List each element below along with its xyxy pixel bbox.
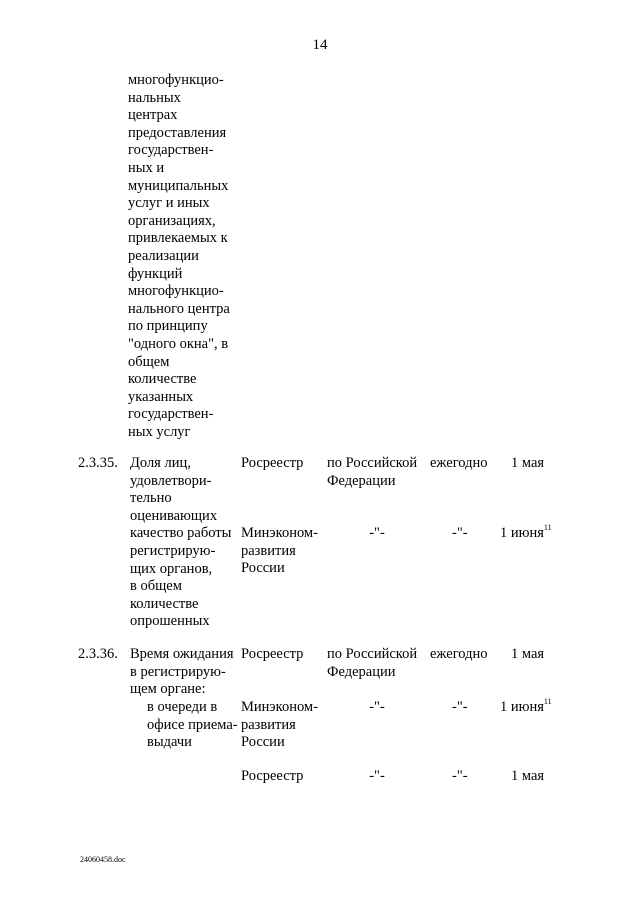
region: по Российской Федерации bbox=[327, 455, 418, 489]
agency: Росреестр bbox=[241, 646, 304, 662]
deadline-date: 1 мая bbox=[511, 646, 545, 662]
footnote-ref: 11 bbox=[543, 523, 552, 533]
region: -"- bbox=[369, 699, 385, 715]
region: по Российской Федерации bbox=[327, 646, 418, 680]
indicator-number: 2.3.36. bbox=[78, 646, 118, 662]
agency: Росреестр bbox=[241, 768, 304, 784]
frequency: -"- bbox=[452, 525, 468, 541]
frequency: -"- bbox=[452, 699, 468, 715]
footnote-ref: 11 bbox=[543, 697, 552, 707]
deadline-date bbox=[500, 699, 552, 717]
deadline-date bbox=[500, 525, 552, 543]
indicator-number: 2.3.35. bbox=[78, 455, 118, 471]
indicator-name: Время ожидания в регистрирую- щем органе: bbox=[130, 646, 234, 698]
agency: Росреестр bbox=[241, 455, 304, 471]
date-text: 1 июня bbox=[500, 525, 544, 541]
date-text: 1 июня bbox=[500, 699, 544, 715]
region: -"- bbox=[369, 525, 385, 541]
frequency: ежегодно bbox=[430, 646, 488, 662]
page-number: 14 bbox=[312, 37, 328, 53]
indicator-subname: в очереди в офисе приема- выдачи bbox=[147, 699, 238, 751]
continued-indicator-name: многофункцио- нальных центрах предоставления государствен- ных и муниципальных услуг и иных организациях, привлекаемых к реализации функций многофункцио- нального центра по принципу "одного окна", в общем количестве указанных государствен- ных услуг bbox=[128, 72, 230, 440]
file-name-footer: 24060458.doc bbox=[80, 855, 126, 864]
deadline-date: 1 мая bbox=[511, 455, 545, 471]
frequency: ежегодно bbox=[430, 455, 488, 471]
agency: Минэконом- развития России bbox=[241, 699, 318, 751]
region: -"- bbox=[369, 768, 385, 784]
indicator-name: Доля лиц, удовлетвори- тельно оценивающих качество работы регистрирую- щих органов, в общем количестве опрошенных bbox=[130, 455, 232, 630]
frequency: -"- bbox=[452, 768, 468, 784]
deadline-date: 1 мая bbox=[511, 768, 545, 784]
agency: Минэконом- развития России bbox=[241, 525, 318, 577]
